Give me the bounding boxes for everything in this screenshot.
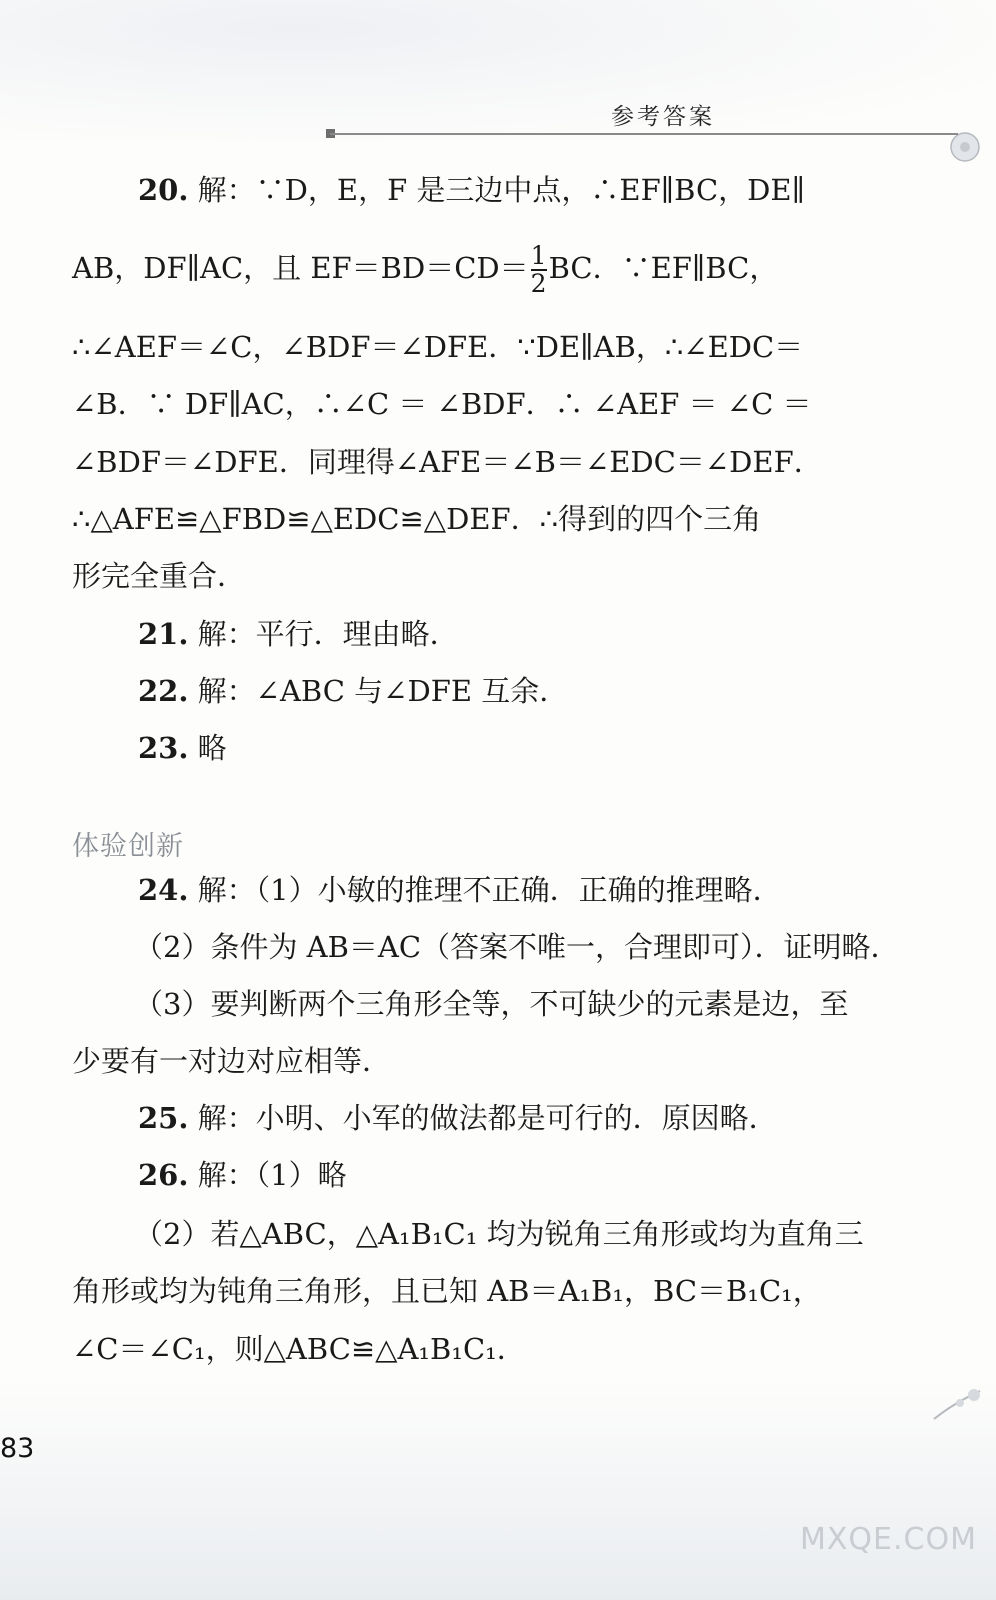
- answer-20-line-4: ∠B．∵ DF∥AC，∴∠C ＝ ∠BDF．∴ ∠AEF ＝ ∠C ＝: [72, 387, 812, 421]
- answer-20-line-2: [72, 240, 952, 297]
- header-rule: [330, 133, 958, 135]
- answer-text: 解：（1）略: [197, 1158, 347, 1192]
- question-number: 25.: [138, 1101, 189, 1135]
- answer-23: [72, 720, 952, 776]
- answer-24-line-1: [72, 862, 952, 918]
- answer-text: 略: [197, 731, 227, 765]
- page-number: 83: [0, 1433, 35, 1464]
- answer-26-line-2: [72, 1206, 952, 1262]
- answer-text: 解：∠ABC 与∠DFE 互余．: [197, 674, 569, 708]
- fraction-numerator: 1: [530, 241, 547, 270]
- answer-20-line-5: ∠BDF＝∠DFE．同理得∠AFE＝∠B＝∠EDC＝∠DEF．: [72, 445, 823, 479]
- bottom-decoration: [0, 1380, 996, 1600]
- answer-20-line-3: ∴∠AEF＝∠C，∠BDF＝∠DFE．∵DE∥AB，∴∠EDC＝: [72, 330, 804, 364]
- answer-text: AB，DF∥AC，且 EF＝BD＝CD＝: [72, 251, 529, 285]
- answer-text: BC．∵EF∥BC，: [548, 251, 779, 285]
- question-number: 23.: [138, 731, 189, 765]
- fraction-one-half: [531, 243, 547, 297]
- answer-text: （2）条件为 AB＝AC（答案不唯一，合理即可）．证明略．: [134, 930, 900, 964]
- answer-26-line-1: [72, 1147, 952, 1203]
- answer-20-line-6: ∴△AFE≌△FBD≌△EDC≌△DEF．∴得到的四个三角: [72, 502, 762, 536]
- question-number: 20.: [138, 173, 189, 207]
- answer-text: 解：∵D，E，F 是三边中点，∴EF∥BC，DE∥: [197, 173, 805, 207]
- answer-21: [72, 606, 952, 662]
- answer-text: 解：平行．理由略．: [197, 617, 459, 651]
- answer-24-line-4: 少要有一对边对应相等．: [72, 1044, 392, 1078]
- answer-text: 解：小明、小军的做法都是可行的．原因略．: [197, 1101, 778, 1135]
- question-number: 24.: [138, 873, 189, 907]
- fraction-denominator: 2: [530, 269, 547, 298]
- top-decoration: [0, 0, 996, 140]
- answer-20-line-7: 形完全重合．: [72, 559, 247, 593]
- answer-text: （2）若△ABC，△A₁B₁C₁ 均为锐角三角形或均为直角三: [134, 1217, 864, 1251]
- answer-text: （3）要判断两个三角形全等，不可缺少的元素是边，至: [134, 987, 849, 1021]
- answer-26-line-4: ∠C＝∠C₁，则△ABC≌△A₁B₁C₁．: [72, 1332, 526, 1366]
- answer-20-line-1: [72, 162, 952, 218]
- question-number: 21.: [138, 617, 189, 651]
- answer-text: 解：（1）小敏的推理不正确．正确的推理略．: [197, 873, 782, 907]
- answer-22: [72, 663, 952, 719]
- question-number: 22.: [138, 674, 189, 708]
- section-title: 体验创新: [72, 831, 184, 862]
- answer-25: [72, 1090, 952, 1146]
- watermark-text: MXQE.COM: [800, 1522, 977, 1557]
- branch-ornament-icon: [930, 1385, 984, 1423]
- question-number: 26.: [138, 1158, 189, 1192]
- header-label: 参考答案: [611, 104, 715, 130]
- answer-26-line-3: 角形或均为钝角三角形，且已知 AB＝A₁B₁，BC＝B₁C₁，: [72, 1274, 822, 1308]
- answer-24-line-2: [72, 919, 952, 975]
- answer-24-line-3: [72, 976, 952, 1032]
